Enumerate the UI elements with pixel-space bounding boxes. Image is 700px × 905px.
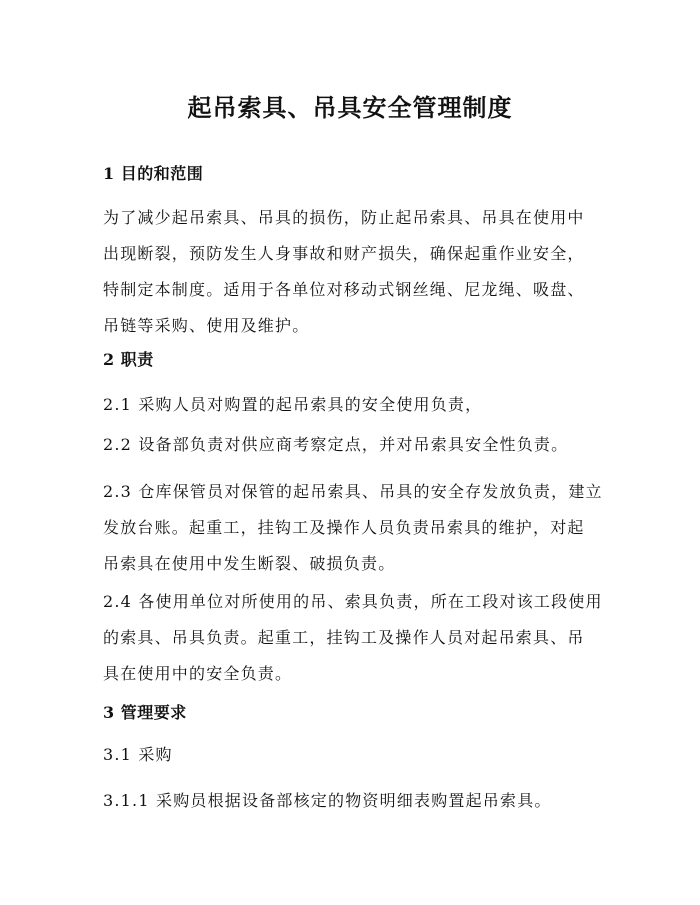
section-heading-2: 2 职责	[103, 350, 154, 369]
document-title: 起吊索具、吊具安全管理制度	[187, 93, 513, 122]
paragraph-3-1	[103, 737, 603, 773]
paragraph-line: 为了减少起吊索具、吊具的损伤，防止起吊索具、吊具在使用中	[103, 208, 585, 227]
paragraph-3-1-1	[103, 783, 603, 819]
paragraph-line: 的索具、吊具负责。起重工，挂钩工及操作人员对起吊索具、吊	[103, 628, 585, 647]
paragraph-2-3	[103, 474, 603, 582]
paragraph-line: 2.4 各使用单位对所使用的吊、索具负责，所在工段对该工段使用	[103, 592, 603, 611]
paragraph-line: 发放台账。起重工，挂钩工及操作人员负责吊索具的维护，对起	[103, 518, 585, 537]
paragraph-line: 出现断裂，预防发生人身事故和财产损失，确保起重作业安全，	[103, 244, 585, 263]
paragraph-line: 吊链等采购、使用及维护。	[103, 316, 310, 335]
paragraph-2-1	[103, 387, 603, 423]
section-heading-3: 3 管理要求	[103, 703, 187, 722]
paragraph-line: 2.3 仓库保管员对保管的起吊索具、吊具的安全存发放负责，建立	[103, 482, 603, 501]
paragraph-line: 2.2 设备部负责对供应商考察定点，并对吊索具安全性负责。	[103, 435, 569, 454]
section-heading-1: 1 目的和范围	[103, 164, 204, 183]
paragraph-line: 吊索具在使用中发生断裂、破损负责。	[103, 554, 396, 573]
paragraph-2-2	[103, 427, 603, 463]
paragraph-line: 2.1 采购人员对购置的起吊索具的安全使用负责，	[103, 395, 483, 414]
paragraph-2-4	[103, 584, 603, 692]
paragraph-line: 特制定本制度。适用于各单位对移动式钢丝绳、尼龙绳、吸盘、	[103, 280, 585, 299]
paragraph-line: 3.1 采购	[103, 745, 173, 764]
paragraph-line: 3.1.1 采购员根据设备部核定的物资明细表购置起吊索具。	[103, 791, 552, 810]
paragraph-line: 具在使用中的安全负责。	[103, 664, 293, 683]
paragraph-purpose	[103, 200, 603, 344]
